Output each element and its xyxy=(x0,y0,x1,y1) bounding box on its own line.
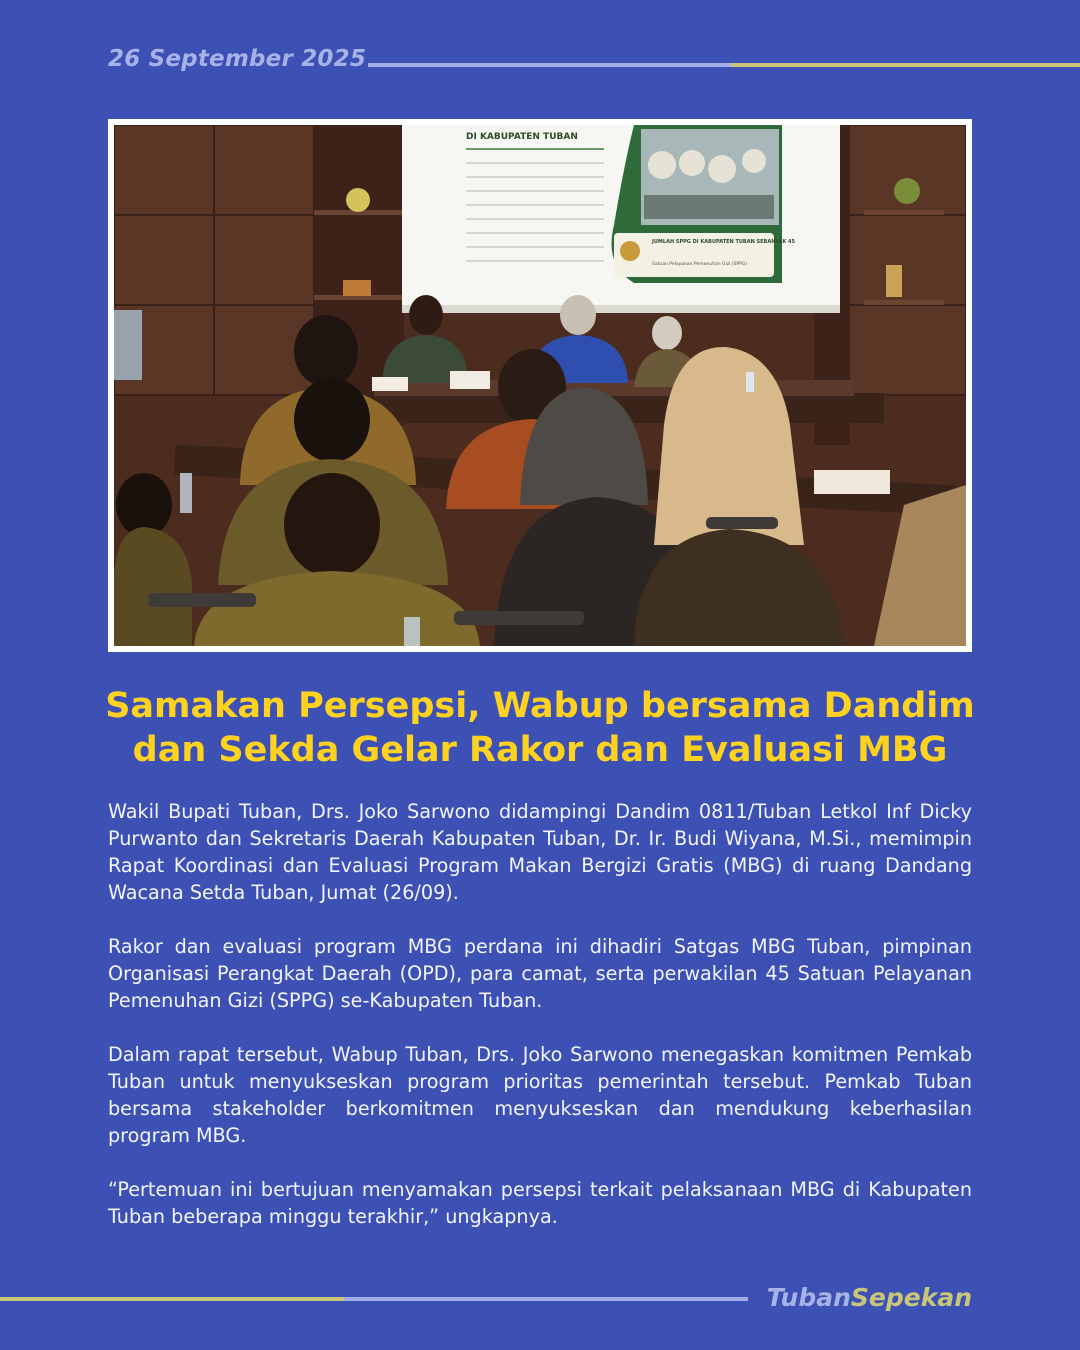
screen-subcaption: Satuan Pelayanan Pemenuhan Gizi (SPPG) xyxy=(652,262,748,267)
paragraph-1: Wakil Bupati Tuban, Drs. Joko Sarwono didampingi Dandim 0811/Tuban Letkol Inf Dicky Purwanto dan Sekretaris Daerah Kabupaten Tuban, Dr. Ir. Budi Wiyana, M.Si., memimpin Rapat Koordinasi dan Evaluasi Program Makan Bergizi Gratis (MBG) di ruang Dandang Wacana Setda Tuban, Jumat (26/09). xyxy=(108,800,972,904)
meeting-photo xyxy=(114,125,966,646)
paragraph-2: Rakor dan evaluasi program MBG perdana ini dihadiri Satgas MBG Tuban, pimpinan Organisasi Perangkat Daerah (OPD), para camat, serta perwakilan 45 Satuan Pelayanan Pemenuhan Gizi (SPPG) se-Kabupaten Tuban. xyxy=(108,935,972,1012)
photo-frame xyxy=(108,119,972,652)
headline-line-1: Samakan Persepsi, Wabup bersama Dandim xyxy=(105,686,975,726)
headline-line-2: dan Sekda Gelar Rakor dan Evaluasi MBG xyxy=(132,730,948,770)
top-divider xyxy=(368,63,1080,67)
paragraph-4: “Pertemuan ini bertujuan menyamakan persepsi terkait pelaksanaan MBG di Kabupaten Tuban beberapa minggu terakhir,” ungkapnya. xyxy=(108,1178,972,1228)
brand-logo xyxy=(767,1283,972,1312)
date-label: 26 September 2025 xyxy=(108,46,367,72)
article-headline xyxy=(100,684,980,772)
brand-part-2: Sepekan xyxy=(850,1283,972,1312)
article-body xyxy=(108,798,972,1257)
bottom-divider xyxy=(0,1297,748,1301)
screen-title: DI KABUPATEN TUBAN xyxy=(466,132,578,142)
paragraph-3: Dalam rapat tersebut, Wabup Tuban, Drs. Joko Sarwono menegaskan komitmen Pemkab Tuban untuk menyukseskan program prioritas pemerintah tersebut. Pemkab Tuban bersama stakeholder berkomitmen menyukseskan dan mendukung keberhasilan program MBG. xyxy=(108,1043,972,1147)
brand-part-1: Tuban xyxy=(766,1283,851,1312)
screen-caption: JUMLAH SPPG DI KABUPATEN TUBAN SEBANYAK 45 xyxy=(652,239,796,245)
